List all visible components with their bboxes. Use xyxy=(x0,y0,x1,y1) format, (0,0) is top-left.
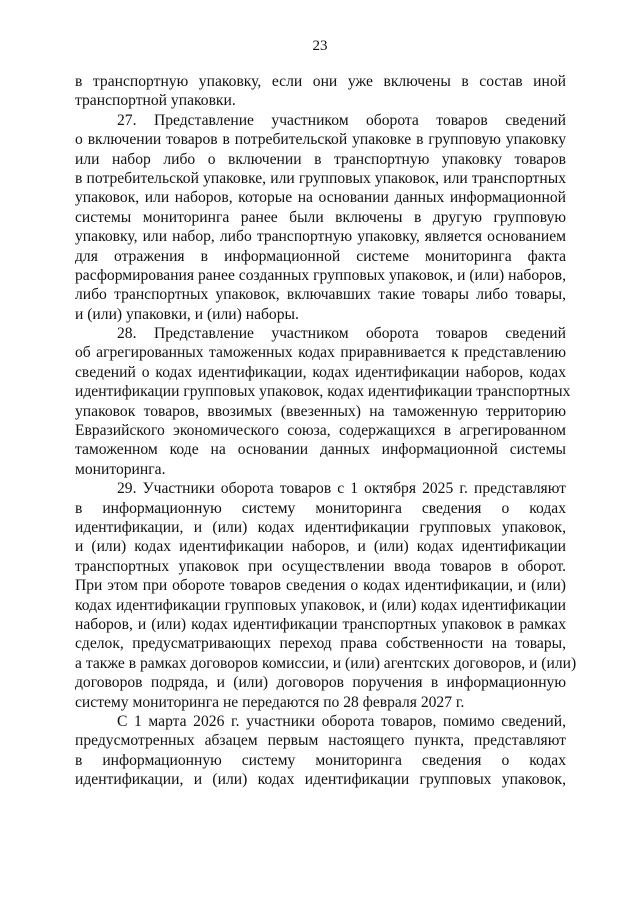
text-line: в информационную систему мониторинга сведения о кодах xyxy=(75,751,566,769)
text-line: либо транспортных упаковок, включавших такие товары либо товары, xyxy=(75,286,566,304)
text-line: и (или) кодах идентификации наборов, и (или) кодах идентификации xyxy=(75,538,566,556)
page-number: 23 xyxy=(312,38,328,54)
text-line: в потребительской упаковке, или групповых упаковок, или транспортных xyxy=(75,169,566,187)
text-line: транспортных упаковок при осуществлении ввода товаров в оборот. xyxy=(75,557,566,575)
text-line: сведений о кодах идентификации, кодах идентификации наборов, кодах xyxy=(75,363,566,381)
text-line: 28. Представление участником оборота товаров сведений xyxy=(117,325,566,343)
text-line: предусмотренных абзацем первым настоящего пункта, представляют xyxy=(75,732,566,750)
text-line: кодах идентификации групповых упаковок, и (или) кодах идентификации xyxy=(75,596,566,614)
text-line: При этом при обороте товаров сведения о кодах идентификации, и (или) xyxy=(75,577,566,595)
text-line: об агрегированных таможенных кодах приравнивается к представлению xyxy=(75,344,566,362)
text-line: С 1 марта 2026 г. участники оборота товаров, помимо сведений, xyxy=(117,712,566,730)
text-line: Евразийского экономического союза, содержащихся в агрегированном xyxy=(75,422,566,440)
text-line: транспортной упаковки. xyxy=(75,92,236,110)
text-line: таможенном коде на основании данных информационной системы xyxy=(75,441,566,459)
text-line: системы мониторинга ранее были включены в другую групповую xyxy=(75,208,566,226)
text-line: сделок, предусматривающих переход права собственности на товары, xyxy=(75,635,566,653)
text-line: идентификации групповых упаковок, кодах идентификации транспортных xyxy=(75,383,571,401)
text-line: упаковку, или набор, либо транспортную упаковку, является основанием xyxy=(75,228,566,246)
text-line: а также в рамках договоров комиссии, и (или) агентских договоров, и (или) xyxy=(75,654,577,672)
text-line: о включении товаров в потребительской упаковке в групповую упаковку xyxy=(75,131,566,149)
text-line: идентификации, и (или) кодах идентификации групповых упаковок, xyxy=(75,518,566,536)
text-line: 27. Представление участником оборота товаров сведений xyxy=(117,111,566,129)
text-line: наборов, и (или) кодах идентификации транспортных упаковок в рамках xyxy=(75,615,566,633)
text-line: упаковок товаров, ввозимых (ввезенных) на таможенную территорию xyxy=(75,402,566,420)
document-body xyxy=(75,72,577,789)
text-line: договоров подряда, и (или) договоров поручения в информационную xyxy=(75,674,566,692)
text-line: в транспортную упаковку, если они уже включены в состав иной xyxy=(75,73,566,90)
text-line: и (или) упаковки, и (или) наборы. xyxy=(75,305,299,323)
text-line: идентификации, и (или) кодах идентификации групповых упаковок, xyxy=(75,771,566,789)
text-line: упаковок, или наборов, которые на основании данных информационной xyxy=(75,189,566,207)
text-line: для отражения в информационной системе мониторинга факта xyxy=(75,247,566,265)
text-line: расформирования ранее созданных групповых упаковок, и (или) наборов, xyxy=(75,266,566,284)
text-line: или набор либо о включении в транспортную упаковку товаров xyxy=(75,150,566,168)
text-line: 29. Участники оборота товаров с 1 октября 2025 г. представляют xyxy=(117,480,566,498)
text-line: мониторинга. xyxy=(75,460,166,478)
text-line: в информационную систему мониторинга сведения о кодах xyxy=(75,499,566,517)
text-line: систему мониторинга не передаются по 28 февраля 2027 г. xyxy=(75,693,465,711)
